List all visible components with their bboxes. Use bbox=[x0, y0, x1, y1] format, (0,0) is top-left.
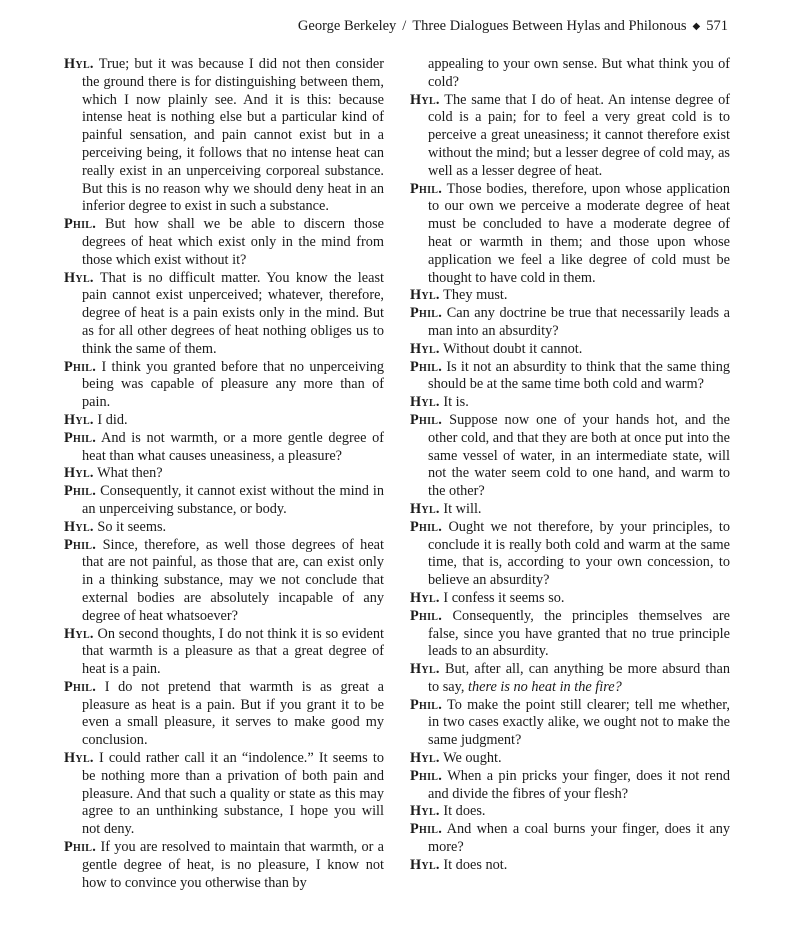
speaker-label: Hyl. bbox=[64, 518, 94, 535]
dialogue-line bbox=[410, 501, 730, 519]
dialogue-line bbox=[410, 750, 730, 768]
dialogue-line bbox=[64, 359, 384, 412]
dialogue-line bbox=[64, 537, 384, 626]
dialogue-line bbox=[410, 590, 730, 608]
dialogue-text: I do not pretend that warmth is as great a pleasure as heat is a pain. But if you grant it to be even a small pleasure, it serves to make good my conclusion. bbox=[82, 678, 385, 749]
dialogue-line bbox=[410, 341, 730, 359]
dialogue-text: I confess it seems so. bbox=[443, 589, 565, 606]
dialogue-line bbox=[64, 430, 384, 466]
dialogue-line bbox=[64, 626, 384, 679]
dialogue-line bbox=[64, 750, 384, 839]
dialogue-text: And when a coal burns your finger, does it any more? bbox=[428, 821, 730, 856]
dialogue-text: We ought. bbox=[443, 750, 502, 767]
speaker-label: Hyl. bbox=[410, 287, 440, 304]
italic-phrase: there is no heat in the fire? bbox=[467, 678, 622, 695]
dialogue-line bbox=[64, 56, 384, 216]
dialogue-text: Can any doctrine be true that necessarily leads a man into an absurdity? bbox=[428, 305, 730, 339]
speaker-label: Phil. bbox=[410, 696, 443, 713]
dialogue-text: Consequently, the principles themselves are false, since you have granted that no true principle leads to an absurdity. bbox=[428, 607, 730, 660]
header-separator: / bbox=[402, 18, 407, 34]
page-number: 571 bbox=[706, 18, 728, 34]
dialogue-text: If you are resolved to maintain that warmth, or a gentle degree of heat, is no pleasure, I know not how to convince you otherwise than by bbox=[82, 839, 385, 891]
dialogue-line bbox=[64, 465, 384, 483]
dialogue-line bbox=[410, 412, 730, 501]
speaker-label: Phil. bbox=[64, 483, 97, 500]
dialogue-line bbox=[410, 608, 730, 661]
dialogue-line bbox=[410, 56, 730, 92]
speaker-label: Phil. bbox=[410, 821, 443, 838]
speaker-label: Hyl. bbox=[64, 750, 94, 767]
dialogue-line bbox=[410, 697, 730, 750]
dialogue-text: That is no difficult matter. You know the least pain cannot exist unperceived; whatever, therefore, degree of heat is a pain exists only in the mind. But as for all other degrees of heat nothing obliges us to think the same of them. bbox=[82, 269, 384, 357]
speaker-label: Hyl. bbox=[410, 394, 440, 411]
dialogue-text: To make the point still clearer; tell me whether, in two cases exactly alike, we ought not to make the same judgment? bbox=[428, 696, 730, 749]
speaker-label: Hyl. bbox=[64, 411, 94, 428]
speaker-label: Hyl. bbox=[64, 56, 94, 72]
dialogue-text: But, after all, can anything be more absurd than to say, bbox=[428, 661, 730, 695]
dialogue-line bbox=[410, 803, 730, 821]
dialogue-text: Consequently, it cannot exist without the mind in an unperceiving substance, or body. bbox=[82, 483, 384, 517]
dialogue-text: It does. bbox=[443, 803, 486, 820]
speaker-label: Phil. bbox=[64, 429, 97, 446]
dialogue-line bbox=[64, 483, 384, 519]
dialogue-text: True; but it was because I did not then consider the ground there is for distinguishing between them, which I now plainly see. And it is this: because intense heat is nothing else but a particular kind of painful sensation, and pain cannot exist but in a perceiving being, it follows that no intense heat can really exist in an unperceiving corporeal substance. But this is no reason why we should deny heat in an inferior degree to exist in such a substance. bbox=[82, 56, 384, 215]
left-text-column bbox=[64, 56, 384, 892]
dialogue-text: It does not. bbox=[443, 856, 508, 873]
dialogue-line bbox=[410, 305, 730, 341]
dialogue-line bbox=[410, 359, 730, 395]
dialogue-line bbox=[410, 821, 730, 857]
speaker-label: Phil. bbox=[64, 839, 97, 856]
speaker-label: Hyl. bbox=[410, 661, 440, 678]
dialogue-line bbox=[64, 679, 384, 750]
dialogue-text: On second thoughts, I do not think it is so evident that warmth is a pleasure as that a great degree of heat is a pain. bbox=[82, 625, 384, 678]
speaker-label: Hyl. bbox=[64, 269, 94, 286]
dialogue-text: Those bodies, therefore, upon whose application to our own we perceive a moderate degree of heat must be concluded to have a moderate degree of heat or warmth in them; and those upon whose application we feel a like degree of cold must be thought to have cold in them. bbox=[428, 180, 730, 286]
speaker-label: Phil. bbox=[410, 358, 443, 375]
right-text-column bbox=[410, 56, 730, 875]
speaker-label: Hyl. bbox=[410, 91, 440, 108]
speaker-label: Hyl. bbox=[410, 500, 440, 517]
dialogue-text: The same that I do of heat. An intense degree of cold is a pain; for to feel a very great cold is to perceive a great uneasiness; it cannot therefore exist without the mind; but a lesser degree of cold may, as well as a lesser degree of heat. bbox=[428, 91, 730, 179]
dialogue-text: appealing to your own sense. But what think you of cold? bbox=[428, 56, 730, 90]
dialogue-line bbox=[64, 412, 384, 430]
speaker-label: Hyl. bbox=[64, 625, 94, 642]
dialogue-text: I could rather call it an “indolence.” It seems to be nothing more than a privation of both pain and pleasure. And that such a quality or state as this may agree to an unthinking substance, I hope you will not deny. bbox=[82, 750, 385, 838]
speaker-label: Hyl. bbox=[64, 465, 94, 482]
speaker-label: Phil. bbox=[410, 180, 443, 197]
dialogue-text: Without doubt it cannot. bbox=[443, 340, 583, 357]
speaker-label: Phil. bbox=[410, 607, 443, 624]
dialogue-line bbox=[410, 92, 730, 181]
dialogue-text: Suppose now one of your hands hot, and the other cold, and that they are both at once put into the same vessel of water, in an intermediate state, will not the water seem cold to one hand, and warm to the other? bbox=[428, 411, 730, 500]
dialogue-line bbox=[410, 768, 730, 804]
speaker-label: Hyl. bbox=[410, 340, 440, 357]
speaker-label: Hyl. bbox=[410, 750, 440, 767]
dialogue-line bbox=[64, 519, 384, 537]
speaker-label: Phil. bbox=[410, 767, 443, 784]
header-work-title: Three Dialogues Between Hylas and Philonous bbox=[412, 18, 687, 34]
dialogue-text: It will. bbox=[443, 500, 482, 517]
dialogue-text: I did. bbox=[97, 411, 128, 428]
dialogue-line bbox=[64, 839, 384, 892]
diamond-ornament-icon: ◆ bbox=[692, 21, 701, 32]
dialogue-line bbox=[410, 519, 730, 590]
speaker-label: Phil. bbox=[64, 536, 97, 553]
dialogue-text: Ought we not therefore, by your principles, to conclude it is really both cold and warm at the same time, that is, according to your own concession, to believe an absurdity? bbox=[428, 518, 730, 589]
speaker-label: Hyl. bbox=[410, 589, 440, 606]
dialogue-line bbox=[410, 181, 730, 288]
dialogue-text: When a pin pricks your finger, does it not rend and divide the fibres of your flesh? bbox=[428, 767, 730, 802]
header-author: George Berkeley bbox=[297, 18, 397, 34]
dialogue-line bbox=[410, 394, 730, 412]
dialogue-line bbox=[64, 216, 384, 269]
dialogue-line bbox=[64, 270, 384, 359]
speaker-label: Phil. bbox=[410, 305, 443, 322]
dialogue-text: Since, therefore, as well those degrees of heat that are not painful, as those that are, can exist only in a thinking substance, may we not conclude that external bodies are absolutely incapable of any degree of heat whatsoever? bbox=[82, 536, 384, 624]
speaker-label: Phil. bbox=[64, 358, 97, 375]
running-header bbox=[298, 18, 728, 35]
dialogue-text: What then? bbox=[97, 465, 163, 482]
dialogue-line bbox=[410, 287, 730, 305]
dialogue-text: It is. bbox=[443, 394, 469, 411]
speaker-label: Phil. bbox=[410, 411, 443, 428]
dialogue-text: And is not warmth, or a more gentle degree of heat than what causes uneasiness, a pleasure? bbox=[82, 429, 384, 464]
speaker-label: Hyl. bbox=[410, 803, 440, 820]
dialogue-text: But how shall we be able to discern those degrees of heat which exist only in the mind from those which exist without it? bbox=[82, 216, 384, 268]
dialogue-text: So it seems. bbox=[97, 518, 167, 535]
speaker-label: Phil. bbox=[410, 518, 443, 535]
dialogue-text: They must. bbox=[443, 287, 508, 304]
speaker-label: Phil. bbox=[64, 678, 97, 695]
speaker-label: Hyl. bbox=[410, 856, 440, 873]
dialogue-text: Is it not an absurdity to think that the same thing should be at the same time both cold and warm? bbox=[428, 358, 731, 393]
dialogue-line bbox=[410, 661, 730, 697]
dialogue-text: I think you granted before that no unperceiving being was capable of pleasure any more than of pain. bbox=[82, 358, 384, 411]
dialogue-line bbox=[410, 857, 730, 875]
speaker-label: Phil. bbox=[64, 216, 97, 233]
